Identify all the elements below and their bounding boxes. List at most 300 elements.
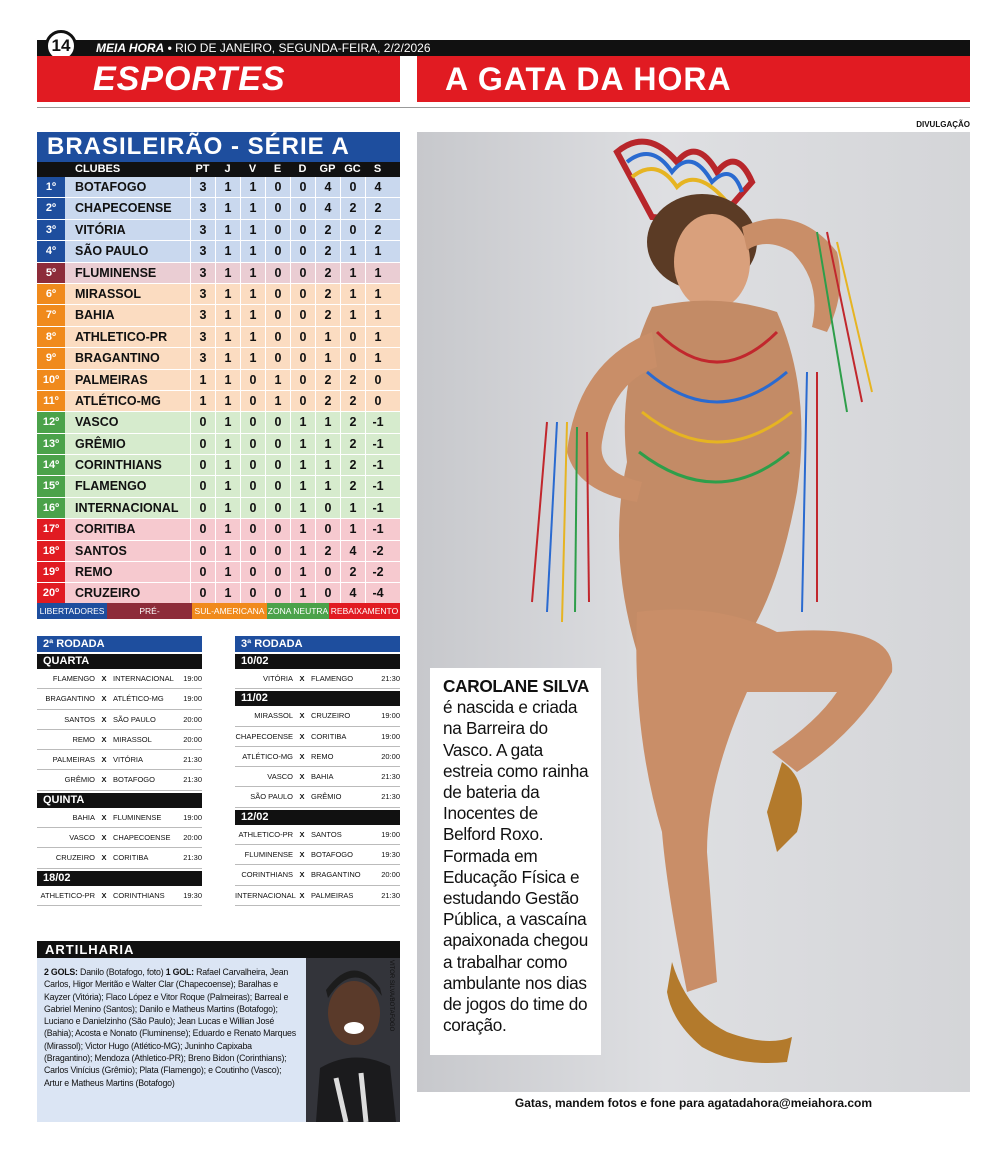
position-cell: 13º [37,434,65,454]
home-team: SANTOS [64,714,95,724]
stat-cell: 1 [340,519,365,539]
position-cell: 12º [37,412,65,432]
away-team: BAHIA [311,772,334,782]
stat-cell: 3 [190,305,215,325]
stat-cell: 1 [215,455,240,475]
fixture-row [37,828,202,848]
table-row [37,519,400,540]
header-j: J [224,163,231,175]
stat-cell: 0 [365,370,390,390]
round-title: 2ª RODADA [37,636,202,652]
home-team: VITÓRIA [262,674,293,683]
club-cell: MIRASSOL [75,286,141,301]
stat-cell: 0 [240,583,265,603]
stat-cell: 0 [265,348,290,368]
header-clubes: CLUBES [75,163,121,175]
stat-cell: 1 [215,198,240,218]
stat-cell: 1 [215,263,240,283]
section-title-esportes: ESPORTES [37,56,400,102]
away-team: BOTAFOGO [311,850,353,860]
versus: X [101,694,107,704]
home-team: FLAMENGO [52,674,95,683]
stat-cell: 0 [240,498,265,518]
stat-cell: -1 [365,455,390,475]
stat-cell: 0 [290,327,315,347]
stat-cell: 1 [240,327,265,347]
stat-cell: 0 [265,177,290,197]
stat-cell: 2 [340,391,365,411]
table-row [37,241,400,262]
table-row [37,220,400,241]
home-team: ATHLETICO-PR [238,829,293,839]
position-cell: 1º [37,177,65,197]
stat-cell: 2 [315,220,340,240]
stat-cell: 0 [265,284,290,304]
stat-cell: 0 [340,177,365,197]
fixture-row [235,865,400,885]
versus: X [299,829,305,839]
club-cell: SÃO PAULO [75,244,149,259]
home-team: CORINTHIANS [241,870,293,880]
stat-cell: 1 [365,327,390,347]
home-team: GRÊMIO [64,775,95,785]
home-team: MIRASSOL [254,711,293,721]
header-d: D [298,163,307,175]
position-cell: 10º [37,370,65,390]
fixture-day: QUARTA [37,654,202,669]
fixture-day: 11/02 [235,691,400,706]
kickoff-time: 19:00 [381,829,400,839]
stat-cell: 1 [215,305,240,325]
position-cell: 6º [37,284,65,304]
standings-title: BRASILEIRÃO - SÉRIE A [37,132,400,162]
table-row [37,455,400,476]
stat-cell: 0 [290,220,315,240]
fixture-row [37,730,202,750]
masthead-separator: • [164,41,176,55]
standings-rows [37,177,400,605]
fixture-row [235,767,400,787]
home-team: INTERNACIONAL [235,890,296,900]
club-cell: CRUZEIRO [75,586,141,601]
stat-cell: 2 [315,541,340,561]
kickoff-time: 21:30 [381,890,400,900]
artilharia-lead-2gols: 2 GOLS: [44,967,78,977]
photo-credit: DIVULGAÇÃO [916,120,970,129]
kickoff-time: 20:00 [183,734,202,744]
stat-cell: 1 [340,241,365,261]
artilharia-text-1gol: Rafael Carvalheira, Jean Carlos, Higor Meritão e Walter Clar (Chapecoense); Baralhas e Kayzer (Vitória); Flaco López e Vitor Roque (Palmeiras); Barreal e Gabriel Menino (Santos); Danilo e Matheus Martins (Botafogo); Luciano e Danielzinho (São Paulo); Jean Lucas e Willian José (Bahia); Acosta e Nonato (Fluminense); Eduardo e Renato Marques (Mirassol); Victor Hugo (Atlético-MG); Juninho Capixaba (Bragantino); Mendoza (Athletico-PR); Breno Bidon (Corinthians); Carlos Vinícius (Grêmio); Plata (Flamengo); e Coutinho (Vasco); Artur e Matheus Martins (Botafogo) [44,967,296,1088]
club-cell: VASCO [75,415,119,430]
club-cell: BRAGANTINO [75,351,160,366]
versus: X [299,674,305,683]
table-row [37,476,400,497]
stat-cell: 1 [340,263,365,283]
kickoff-time: 21:30 [183,775,202,785]
stat-cell: 1 [215,562,240,582]
stat-cell: 0 [340,348,365,368]
stat-cell: 3 [190,220,215,240]
stat-cell: 1 [340,284,365,304]
position-cell: 17º [37,519,65,539]
table-row [37,498,400,519]
stat-cell: 4 [340,541,365,561]
stat-cell: 0 [265,519,290,539]
home-team: SÃO PAULO [250,792,293,802]
fixture-row [235,825,400,845]
stat-cell: 1 [365,284,390,304]
stat-cell: 1 [315,412,340,432]
stat-cell: 1 [290,541,315,561]
club-cell: INTERNACIONAL [75,500,179,515]
stat-cell: 0 [265,476,290,496]
away-team: ATLÉTICO-MG [113,694,164,704]
stat-cell: 4 [315,198,340,218]
stat-cell: 0 [240,562,265,582]
stat-cell: 0 [315,562,340,582]
kickoff-time: 20:00 [183,833,202,843]
stat-cell: 2 [340,476,365,496]
stat-cell: 0 [240,434,265,454]
legend-item: PRÉ-LIBERTADORES [107,603,192,619]
stat-cell: -1 [365,498,390,518]
versus: X [101,853,107,863]
fixture-row [235,706,400,726]
stat-cell: 2 [365,220,390,240]
away-team: CRUZEIRO [311,711,351,721]
stat-cell: 1 [340,305,365,325]
versus: X [299,792,305,802]
kickoff-time: 19:00 [183,674,202,683]
fixture-row [235,727,400,747]
stat-cell: 1 [365,348,390,368]
versus: X [101,812,107,822]
versus: X [299,772,305,782]
stat-cell: 1 [290,434,315,454]
stat-cell: 1 [315,476,340,496]
club-cell: VITÓRIA [75,222,126,237]
stat-cell: 1 [315,455,340,475]
stat-cell: 2 [315,241,340,261]
stat-cell: 0 [290,177,315,197]
stat-cell: 1 [215,391,240,411]
gata-text: é nascida e criada na Barreira do Vasco. A gata estreia como rainha de bateria da Inocentes de Belford Roxo. Formada em Educação Física e estudando Gestão Pública, a vascaína apaixonada chegou a trabalhar como ambulante nos dias de jogos do time do coração. [443,697,589,1036]
stat-cell: 4 [315,177,340,197]
stat-cell: 3 [190,241,215,261]
position-cell: 19º [37,562,65,582]
stat-cell: 0 [265,241,290,261]
club-cell: BOTAFOGO [75,180,147,194]
stat-cell: 1 [315,327,340,347]
versus: X [299,850,305,860]
stat-cell: 0 [190,455,215,475]
header-pt: PT [195,163,210,175]
header-v: V [248,163,257,175]
gata-name: CAROLANE SILVA [443,676,590,696]
masthead-line [96,40,431,56]
table-row [37,263,400,284]
stat-cell: 0 [265,327,290,347]
position-cell: 14º [37,455,65,475]
position-cell: 18º [37,541,65,561]
stat-cell: 0 [290,284,315,304]
away-team: BOTAFOGO [113,775,155,785]
stat-cell: 2 [315,263,340,283]
stat-cell: 0 [240,391,265,411]
stat-cell: 0 [190,412,215,432]
stat-cell: 0 [240,370,265,390]
stat-cell: 0 [315,583,340,603]
stat-cell: 0 [315,498,340,518]
stat-cell: 1 [215,498,240,518]
stat-cell: 1 [240,305,265,325]
stat-cell: 2 [315,391,340,411]
table-row [37,177,400,198]
round-title: 3ª RODADA [235,636,400,652]
club-cell: ATHLETICO-PR [75,329,168,344]
stat-cell: 3 [190,177,215,197]
brand-name: MEIA HORA [96,41,165,55]
stat-cell: 1 [215,476,240,496]
club-cell: SANTOS [75,543,127,558]
artilharia-text [44,966,298,1089]
stat-cell: 2 [340,562,365,582]
home-team: PALMEIRAS [52,755,95,765]
position-cell: 7º [37,305,65,325]
stat-cell: -1 [365,476,390,496]
stat-cell: -1 [365,434,390,454]
stat-cell: 0 [290,391,315,411]
stat-cell: 1 [365,263,390,283]
stat-cell: 1 [190,391,215,411]
home-team: CHAPECOENSE [235,731,293,741]
standings-legend [37,603,400,632]
stat-cell: 1 [215,412,240,432]
stat-cell: -1 [365,519,390,539]
table-row [37,284,400,305]
legend-item: LIBERTADORES [37,603,107,619]
away-team: CORITIBA [113,853,149,863]
stat-cell: 0 [190,434,215,454]
club-cell: CORINTHIANS [75,458,162,473]
versus: X [101,734,107,744]
home-team: FLUMINENSE [244,850,293,860]
fixture-row [37,750,202,770]
stat-cell: 1 [240,284,265,304]
stat-cell: 1 [240,263,265,283]
legend-item: SUL-AMERICANA [192,603,267,619]
stat-cell: 2 [315,305,340,325]
away-team: MIRASSOL [113,734,152,744]
fixture-day: QUINTA [37,793,202,808]
fixture-row [235,845,400,865]
table-row [37,583,400,604]
stat-cell: 0 [265,498,290,518]
stat-cell: 1 [240,198,265,218]
home-team: CRUZEIRO [55,853,95,863]
position-cell: 8º [37,327,65,347]
stat-cell: 1 [215,284,240,304]
kickoff-time: 21:30 [183,853,202,863]
stat-cell: 1 [290,498,315,518]
position-cell: 9º [37,348,65,368]
stat-cell: 2 [315,284,340,304]
stat-cell: 4 [340,583,365,603]
table-row [37,198,400,219]
stat-cell: 1 [215,583,240,603]
stat-cell: 0 [265,541,290,561]
versus: X [101,775,107,785]
away-team: VITÓRIA [113,755,144,765]
kickoff-time: 20:00 [381,751,400,761]
stat-cell: 0 [265,562,290,582]
away-team: BRAGANTINO [311,870,361,880]
stat-cell: 1 [290,455,315,475]
club-cell: ATLÉTICO-MG [75,393,161,408]
stat-cell: 1 [290,583,315,603]
page-number: 14 [45,30,77,62]
kickoff-time: 20:00 [183,714,202,724]
stat-cell: 0 [190,541,215,561]
kickoff-time: 19:00 [183,812,202,822]
stat-cell: 1 [215,220,240,240]
home-team: VASCO [267,772,293,782]
artilharia-lead-1gol: 1 GOL: [165,967,194,977]
stat-cell: 0 [190,562,215,582]
standings-table [37,132,400,619]
position-cell: 3º [37,220,65,240]
fixture-row [235,747,400,767]
fixture-row [37,689,202,709]
stat-cell: 0 [240,455,265,475]
table-row [37,562,400,583]
position-cell: 16º [37,498,65,518]
stat-cell: 2 [340,434,365,454]
stat-cell: 3 [190,327,215,347]
stat-cell: 0 [265,412,290,432]
club-cell: FLAMENGO [75,479,147,494]
stat-cell: 1 [215,241,240,261]
stat-cell: -2 [365,541,390,561]
stat-cell: 2 [315,370,340,390]
stat-cell: 0 [265,305,290,325]
position-cell: 2º [37,198,65,218]
club-cell: REMO [75,565,113,580]
fixture-row [235,669,400,689]
stat-cell: 3 [190,198,215,218]
table-row [37,412,400,433]
kickoff-time: 21:30 [183,755,202,765]
stat-cell: 1 [315,434,340,454]
stat-cell: 0 [190,583,215,603]
table-row [37,305,400,326]
kickoff-time: 21:30 [381,674,400,683]
away-team: INTERNACIONAL [113,674,174,683]
stat-cell: 0 [265,220,290,240]
stat-cell: 1 [265,391,290,411]
stat-cell: 1 [240,177,265,197]
section-title-gata: A GATA DA HORA [417,56,970,102]
position-cell: 15º [37,476,65,496]
stat-cell: 0 [340,220,365,240]
versus: X [101,674,107,683]
stat-cell: 0 [265,198,290,218]
stat-cell: 0 [290,263,315,283]
stat-cell: 3 [190,348,215,368]
club-cell: GRÊMIO [75,436,126,451]
player-photo-credit: VITOR SILVA/BOTAFOGO [388,960,394,1032]
stat-cell: 1 [340,498,365,518]
position-cell: 11º [37,391,65,411]
artilharia-title: ARTILHARIA [37,941,400,958]
stat-cell: 1 [315,348,340,368]
stat-cell: 2 [365,198,390,218]
header-e: E [273,163,282,175]
fixture-row [37,808,202,828]
stat-cell: 1 [240,241,265,261]
home-team: ATHLETICO-PR [40,890,95,900]
stat-cell: 0 [315,519,340,539]
fixtures-round-2 [37,636,202,906]
versus: X [299,890,305,900]
position-cell: 4º [37,241,65,261]
home-team: BAHIA [72,812,95,822]
stat-cell: 4 [365,177,390,197]
position-cell: 5º [37,263,65,283]
legend-item: ZONA NEUTRA [267,603,329,619]
stat-cell: 0 [290,198,315,218]
stat-cell: 1 [290,476,315,496]
fixture-row [37,848,202,868]
stat-cell: 0 [290,305,315,325]
fixture-row [37,710,202,730]
kickoff-time: 19:30 [183,890,202,900]
home-team: VASCO [69,833,95,843]
stat-cell: 0 [265,434,290,454]
fixture-row [37,770,202,790]
kickoff-time: 19:00 [183,694,202,704]
versus: X [101,890,107,900]
home-team: BRAGANTINO [45,694,95,704]
table-row [37,391,400,412]
stat-cell: 0 [265,583,290,603]
stat-cell: 1 [215,519,240,539]
stat-cell: 2 [340,455,365,475]
kickoff-time: 19:00 [381,731,400,741]
club-cell: CHAPECOENSE [75,201,172,216]
away-team: SÃO PAULO [113,714,156,724]
stat-cell: 0 [265,455,290,475]
stat-cell: 0 [240,541,265,561]
stat-cell: 1 [290,412,315,432]
fixture-row [235,886,400,906]
away-team: SANTOS [311,829,342,839]
table-row [37,327,400,348]
versus: X [101,833,107,843]
stat-cell: 0 [365,391,390,411]
stat-cell: 1 [365,241,390,261]
kickoff-time: 21:30 [381,772,400,782]
stat-cell: 0 [240,519,265,539]
home-team: ATLÉTICO-MG [242,751,293,761]
fixture-row [37,669,202,689]
versus: X [101,714,107,724]
stat-cell: 0 [190,498,215,518]
stat-cell: 0 [290,348,315,368]
stat-cell: 0 [265,263,290,283]
stat-cell: 0 [290,370,315,390]
table-row [37,434,400,455]
